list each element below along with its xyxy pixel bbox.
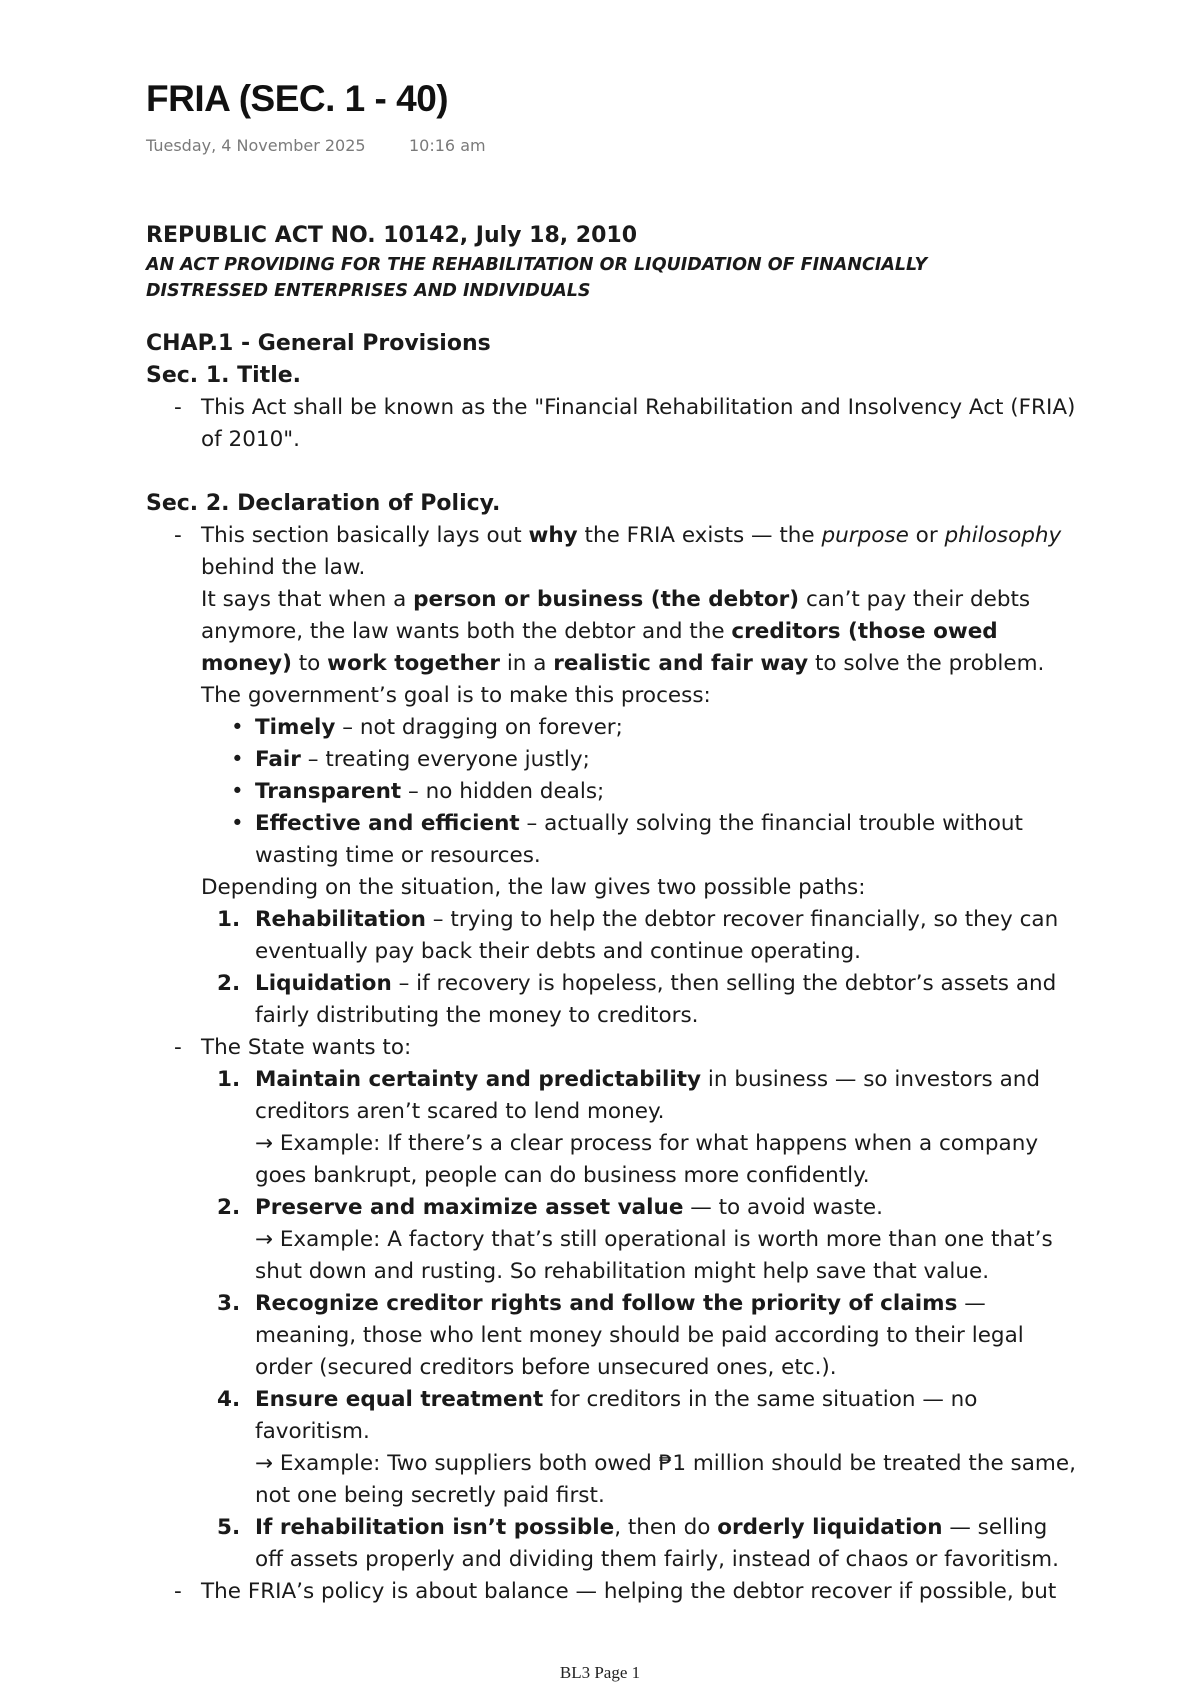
list-item — [146, 1032, 1076, 1576]
state-intro: - The State wants to: — [201, 1035, 412, 1060]
list-item — [146, 392, 1076, 456]
list-item: • Effective and efficient – actually solving the financial trouble without wasting time or resources. — [201, 808, 1076, 872]
section-1-list — [146, 392, 1076, 456]
list-item: 2. Preserve and maximize asset value — to avoid waste. → Example: A factory that’s still operational is worth more than one that’s shut down and rusting. So rehabilitation might help save that value. — [217, 1195, 1053, 1284]
section-1-text: This Act shall be known as the "Financial Rehabilitation and Insolvency Act (FRIA) of 2010". — [201, 395, 1076, 452]
note-content — [146, 220, 1076, 1608]
list-item — [146, 520, 1076, 1032]
goals-list — [201, 712, 1076, 872]
paths-list — [201, 904, 1076, 1032]
list-item: • Fair – treating everyone justly; — [201, 744, 1076, 776]
page-title: FRIA (SEC. 1 - 40) — [146, 78, 449, 119]
closing-text: The FRIA’s policy is about balance — helping the debtor recover if possible, but — [201, 1579, 1057, 1604]
act-subtitle-line1: AN ACT PROVIDING FOR THE REHABILITATION OR LIQUIDATION OF FINANCIALLY — [146, 255, 928, 275]
list-item: 1. Rehabilitation – trying to help the debtor recover financially, so they can eventually pay back their debts and continue operating. — [217, 907, 1059, 964]
chapter-heading: CHAP.1 - General Provisions — [146, 331, 491, 356]
act-subtitle-line2: DISTRESSED ENTERPRISES AND INDIVIDUALS — [146, 281, 591, 301]
state-goals-list — [201, 1064, 1076, 1576]
section-2-intro: - This section basically lays out why the FRIA exists — the purpose or philosophy behind the law. — [201, 523, 1062, 580]
section-2-heading: Sec. 2. Declaration of Policy. — [146, 491, 501, 516]
list-item: 4. Ensure equal treatment for creditors in the same situation — no favoritism. → Example: Two suppliers both owed ₱1 million should be treated the same, not one being secretly paid first. — [217, 1387, 1076, 1508]
list-item: • Timely – not dragging on forever; — [201, 712, 1076, 744]
goal-intro: The government’s goal is to make this process: — [201, 683, 711, 708]
section-2-paragraph: It says that when a person or business (the debtor) can’t pay their debts anymore, the law wants both the debtor and the creditors (those owed money) to work together in a realistic and fair way to solve the problem. — [201, 587, 1045, 676]
list-item — [146, 1576, 1076, 1608]
list-item: 3. Recognize creditor rights and follow the priority of claims — meaning, those who lent money should be paid according to their legal order (secured creditors before unsecured ones, etc.). — [217, 1291, 1024, 1380]
list-item: • Transparent – no hidden deals; — [201, 776, 1076, 808]
page-footer: BL3 Page 1 — [559, 1663, 641, 1682]
page-time: 10:16 am — [409, 136, 486, 155]
section-1-heading: Sec. 1. Title. — [146, 363, 302, 388]
list-item: 1. Maintain certainty and predictability in business — so investors and creditors aren’t scared to lend money. → Example: If there’s a clear process for what happens when a company goes bankrupt, people can do business more confidently. — [217, 1067, 1041, 1188]
list-item: 5. If rehabilitation isn’t possible, then do orderly liquidation — selling off assets properly and dividing them fairly, instead of chaos or favoritism. — [217, 1515, 1059, 1572]
paths-intro: Depending on the situation, the law gives two possible paths: — [201, 875, 866, 900]
section-2-list — [146, 520, 1076, 1608]
page-date: Tuesday, 4 November 2025 — [146, 136, 366, 155]
act-heading: REPUBLIC ACT NO. 10142, July 18, 2010 — [146, 223, 638, 248]
list-item: 2. Liquidation – if recovery is hopeless, then selling the debtor’s assets and fairly distributing the money to creditors. — [217, 971, 1057, 1028]
